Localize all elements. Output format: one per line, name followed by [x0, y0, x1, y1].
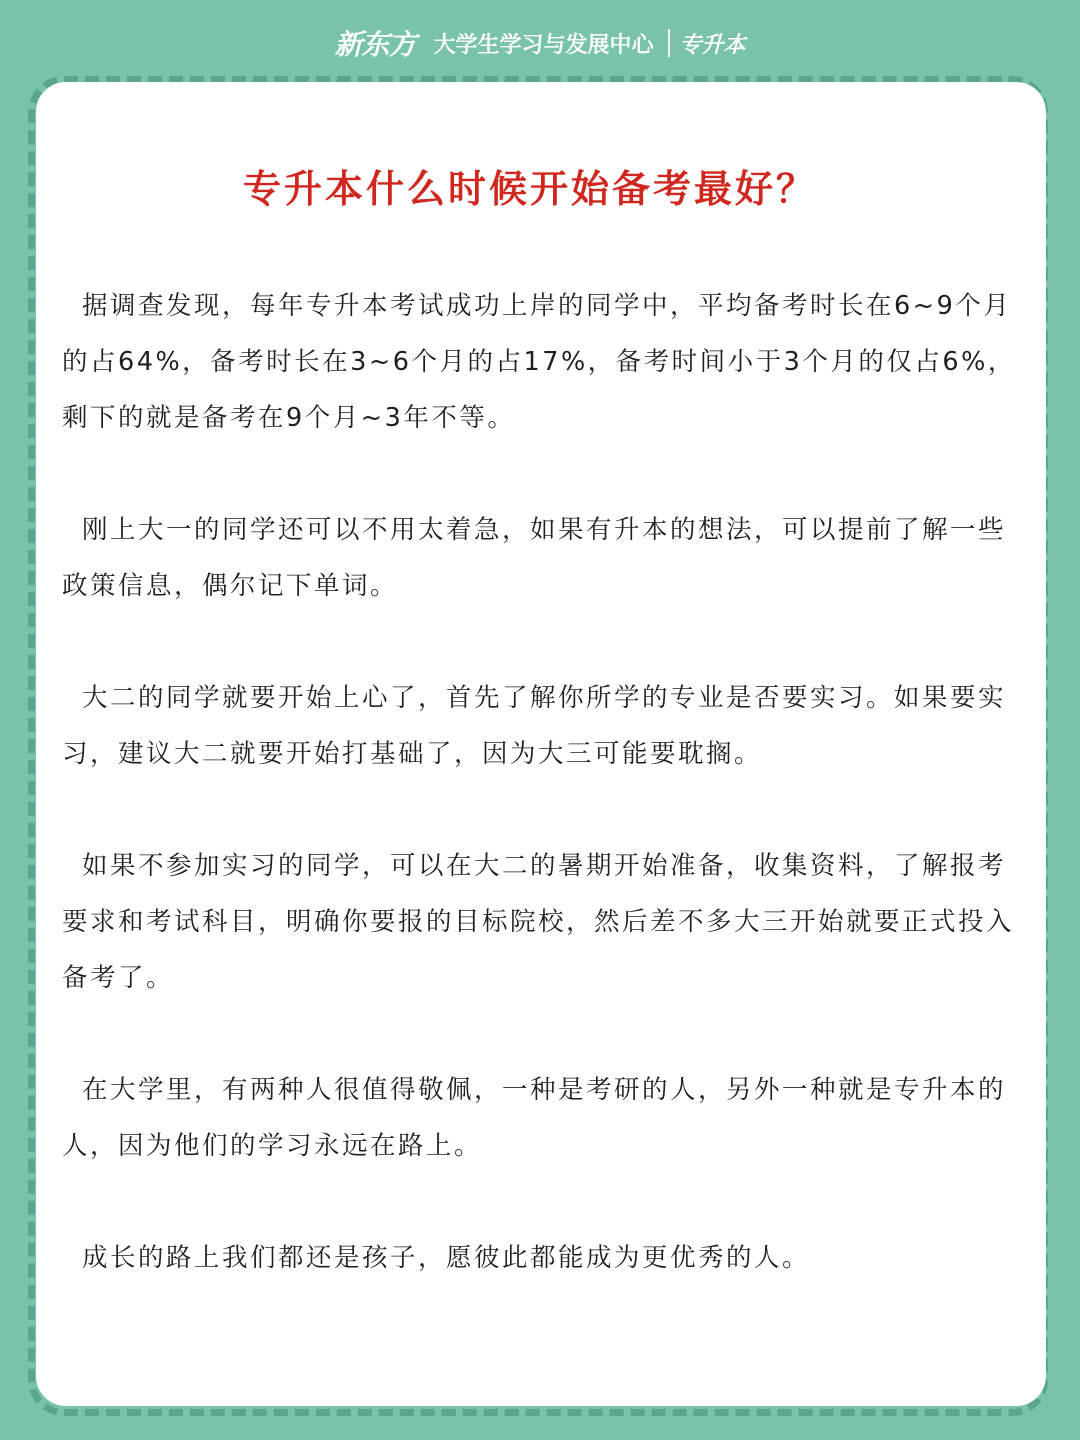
paragraph-survey: 据调查发现，每年专升本考试成功上岸的同学中，平均备考时长在6~9个月的占64%，备考时长在3~6个月的占17%，备考时间小于3个月的仅占6%，剩下的就是备考在9个月~3年不等。 — [62, 291, 1016, 433]
paragraph-respect: 在大学里，有两种人很值得敬佩，一种是考研的人，另外一种就是专升本的人，因为他们的学习永远在路上。 — [62, 1075, 1007, 1161]
brand-divider — [668, 29, 670, 57]
paragraph-no-internship: 如果不参加实习的同学，可以在大二的暑期开始准备，收集资料，了解报考要求和考试科目，明确你要报的目标院校，然后差不多大三开始就要正式投入备考了。 — [62, 851, 1015, 993]
paragraph-sophomore: 大二的同学就要开始上心了，首先了解你所学的专业是否要实习。如果要实习，建议大二就要开始打基础了，因为大三可能要耽搁。 — [62, 683, 1007, 769]
paragraph-freshman: 刚上大一的同学还可以不用太着急，如果有升本的想法，可以提前了解一些政策信息，偶尔记下单词。 — [62, 515, 1007, 601]
brand-header — [0, 22, 1080, 64]
article-title: 专升本什么时候开始备考最好？ — [242, 167, 817, 211]
brand-product-name: 专升本 — [679, 32, 746, 58]
brand-logo: 新东方 — [334, 28, 416, 61]
brand-center-name: 大学生学习与发展中心 — [433, 32, 654, 58]
paragraph-closing: 成长的路上我们都还是孩子，愿彼此都能成为更优秀的人。 — [82, 1243, 811, 1273]
article-body — [62, 278, 1022, 1286]
